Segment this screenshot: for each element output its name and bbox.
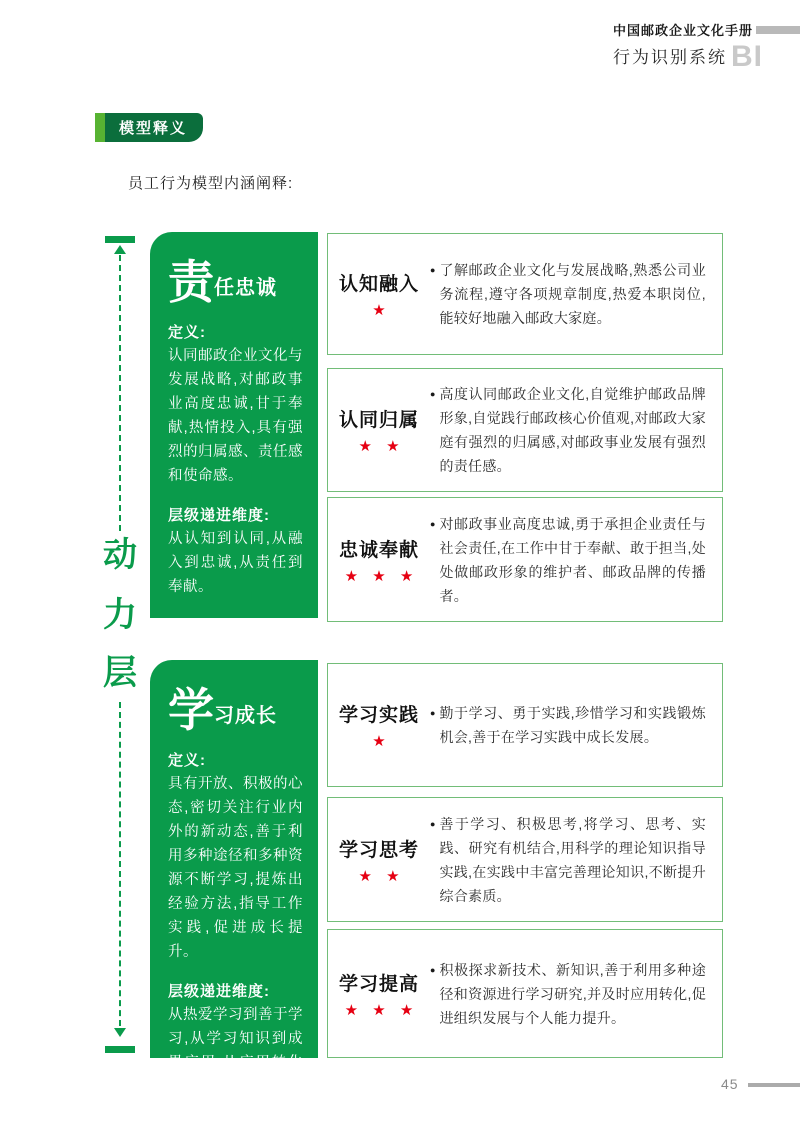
level-description: 高度认同邮政企业文化,自觉维护邮政品牌形象,自觉践行邮政核心价值观,对邮政大家庭有强烈的归属感,对邮政事业发展有强烈的责任感。 [439,386,706,474]
level-name: 学习提高 [338,973,419,995]
level-header [328,969,430,1019]
section-label [95,113,203,142]
level-name: 学习思考 [338,839,419,861]
level-header [328,835,430,885]
axis-dashed-line-bottom [119,702,121,1026]
level-name: 忠诚奉献 [338,539,419,561]
dimension-label: 层级递进维度: [168,983,270,1001]
bi-logo: BI [731,40,763,73]
axis-label-char: 层 [103,654,137,692]
panel-title [168,256,303,308]
dimension-label: 层级递进维度: [168,507,270,525]
level-header [328,535,430,585]
panel-responsibility-loyalty [150,232,318,618]
level-box-thinking [327,797,723,922]
page-header [612,20,800,73]
panel-title [168,684,303,736]
intro-text: 员工行为模型内涵阐释: [128,175,294,192]
footer-bar [748,1083,800,1087]
header-title-row [613,20,800,39]
panel-title-big-char: 责 [168,256,214,308]
level-stars: ★ ★ ★ [344,567,419,585]
axis-label-char: 力 [103,596,137,634]
header-system-row [613,40,800,73]
panel-title-rest: 任忠诚 [214,277,277,300]
level-description: 善于学习、积极思考,将学习、思考、实践、研究有机结合,用科学的理论知识指导实践,在实践中丰富完善理论知识,不断提升综合素质。 [439,815,706,904]
axis-label-char: 动 [103,536,137,574]
header-bar [756,26,800,34]
panel-title-big-char: 学 [168,684,214,736]
level-name: 学习实践 [338,705,419,726]
level-description-block [430,812,722,908]
bullet-icon: ● [430,265,436,275]
panel-title-rest: 习成长 [214,705,277,728]
dimension-text: 从热爱学习到善于学习,从学习知识到成果应用,从应用转化到能力提升。 [168,1007,303,1096]
bullet-icon: ● [430,518,436,529]
definition-text: 具有开放、积极的心态,密切关注行业内外的新动态,善于利用多种途径和多种资源不断学习,提炼出经验方法,指导工作实践,促进成长提升。 [168,776,303,961]
level-box-devotion [327,497,723,622]
arrow-up-icon [114,245,126,254]
level-stars: ★ ★ [358,438,405,455]
level-stars: ★ [372,302,391,319]
bullet-icon: ● [430,708,436,718]
level-description: 了解邮政企业文化与发展战略,熟悉公司业务流程,遵守各项规章制度,热爱本职岗位,能较好地融入邮政大家庭。 [439,262,706,326]
bullet-icon: ● [430,964,436,975]
level-box-improvement [327,929,723,1058]
level-name: 认同归属 [338,410,419,431]
axis-bottom-cap [105,1046,135,1053]
dimension-text: 从认知到认同,从融入到忠诚,从责任到奉献。 [168,531,303,596]
level-description: 对邮政事业高度忠诚,勇于承担企业责任与社会责任,在工作中甘于奉献、敢于担当,处处做邮政形象的维护者、邮政品牌的传播者。 [439,515,706,604]
level-header [328,700,430,750]
level-description-block [430,258,722,330]
level-stars: ★ ★ ★ [344,1001,419,1019]
handbook-title: 中国邮政企业文化手册 [612,23,753,38]
level-description: 勤于学习、勇于实践,珍惜学习和实践锻炼机会,善于在学习实践中成长发展。 [439,705,706,745]
level-description-block [430,512,722,608]
definition-text: 认同邮政企业文化与发展战略,对邮政事业高度忠诚,甘于奉献,热情投入,具有强烈的归属感、责任感和使命感。 [168,348,303,485]
axis-top-cap [105,236,135,243]
level-name: 认知融入 [338,274,419,295]
section-label-text: 模型释义 [105,113,203,142]
system-name: 行为识别系统 [613,48,727,67]
axis-dashed-line-top [119,255,121,531]
level-stars: ★ ★ [358,867,405,885]
level-header [328,405,430,455]
level-description-block [430,701,722,749]
level-box-cognition [327,233,723,355]
bullet-icon: ● [430,818,436,829]
dynamic-layer-axis [96,236,144,1056]
level-description-block [430,382,722,478]
level-description-block [430,958,722,1030]
arrow-down-icon [114,1028,126,1037]
level-description: 积极探求新技术、新知识,善于利用多种途径和资源进行学习研究,并及时应用转化,促进组织发展与个人能力提升。 [439,961,706,1026]
level-header [328,269,430,319]
panel-learning-growth [150,660,318,1096]
level-stars: ★ [372,733,391,750]
level-box-belonging [327,368,723,492]
definition-label: 定义: [168,324,206,342]
definition-label: 定义: [168,752,206,770]
section-label-strip [95,113,105,142]
page-number: 45 [721,1076,739,1092]
bullet-icon: ● [430,389,436,399]
level-box-practice [327,663,723,787]
